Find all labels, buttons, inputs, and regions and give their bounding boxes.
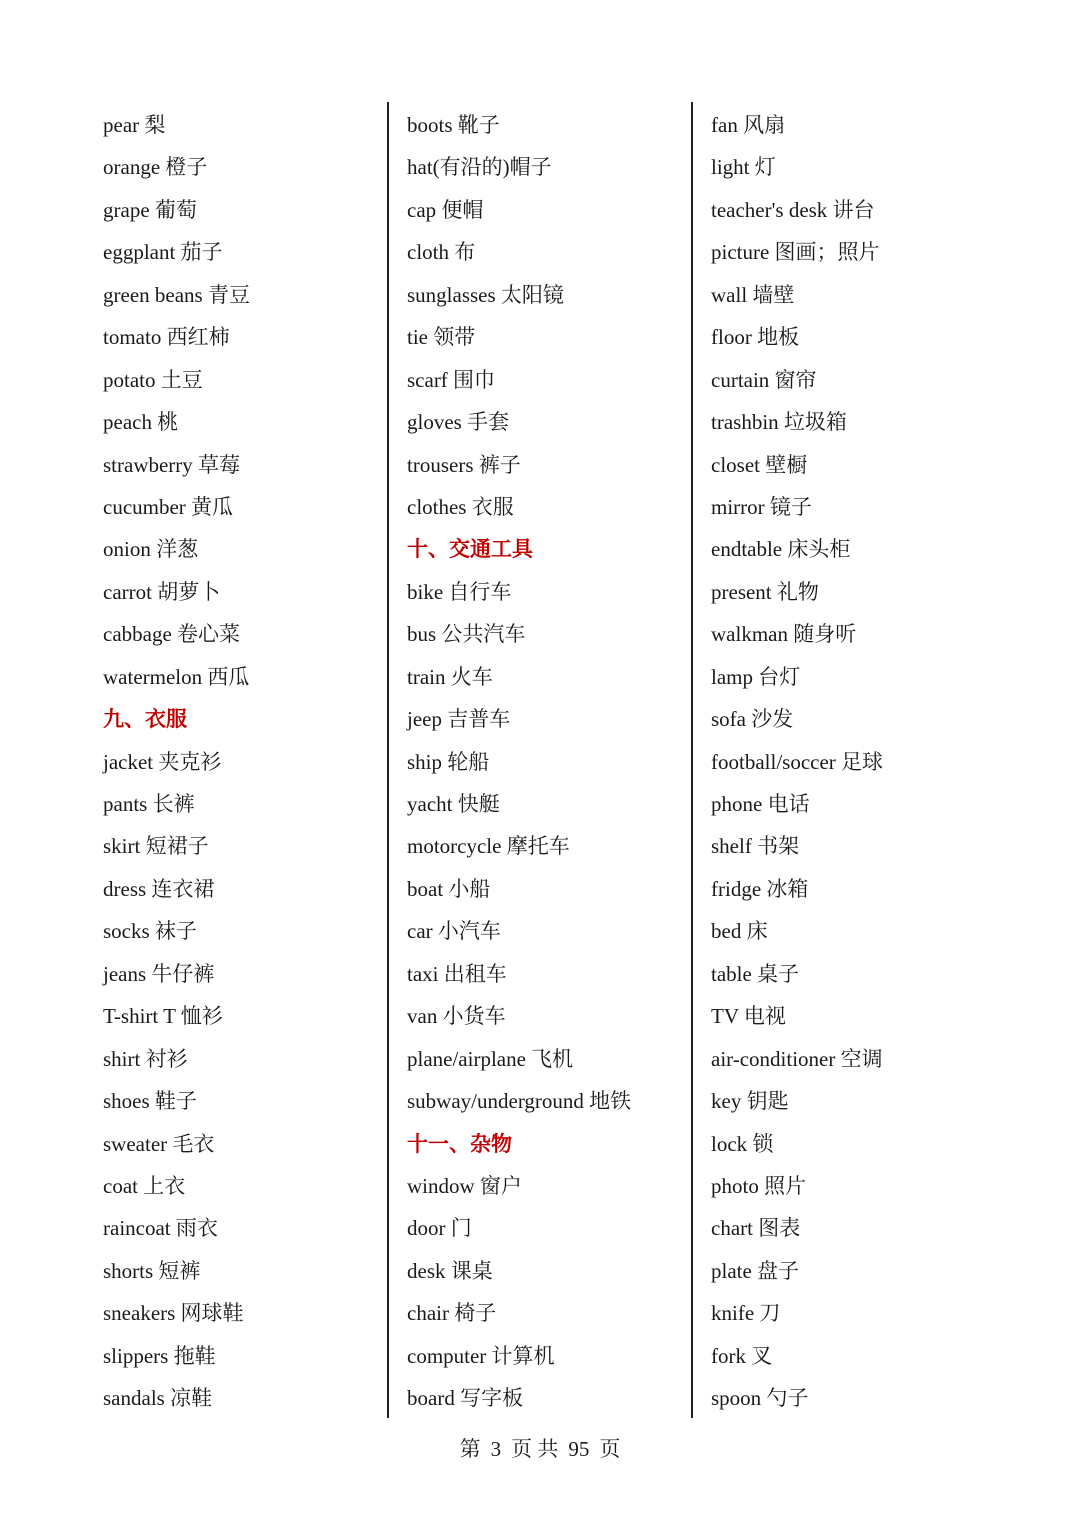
vocab-entry: clothes 衣服 (407, 494, 514, 519)
vocab-entry: table 桌子 (711, 961, 800, 986)
vocab-entry: cabbage 卷心菜 (103, 622, 241, 647)
column-divider (387, 102, 389, 1418)
vocab-entry: hat(有沿的)帽子 (407, 155, 552, 180)
vocab-entry: jeep 吉普车 (407, 707, 511, 732)
vocab-entry: shoes 鞋子 (103, 1089, 197, 1114)
vocab-entry: dress 连衣裙 (103, 876, 215, 901)
vocab-entry: boots 靴子 (407, 113, 500, 137)
vocab-entry: shirt 衬衫 (103, 1046, 188, 1071)
vocab-entry: boat 小船 (407, 876, 491, 901)
vocab-entry: potato 土豆 (103, 367, 203, 392)
vocab-entry: coat 上衣 (103, 1173, 186, 1198)
vocab-entry: pear 梨 (103, 113, 166, 137)
footer-middle: 页 共 (511, 1437, 559, 1461)
vocab-column-3 (711, 104, 1011, 1420)
footer-suffix: 页 (599, 1437, 621, 1461)
vocab-column-1 (103, 104, 383, 1420)
vocab-entry: skirt 短裙子 (103, 834, 209, 859)
vocab-entry: sofa 沙发 (711, 707, 794, 732)
vocab-entry: walkman 随身听 (711, 622, 857, 647)
vocab-entry: train 火车 (407, 664, 493, 689)
vocab-entry: bus 公共汽车 (407, 622, 526, 647)
vocab-entry: strawberry 草莓 (103, 452, 241, 477)
vocab-entry: desk 课桌 (407, 1258, 493, 1283)
vocab-entry: present 礼物 (711, 579, 819, 604)
vocab-entry: onion 洋葱 (103, 537, 199, 562)
vocab-entry: green beans 青豆 (103, 282, 250, 307)
vocab-entry: spoon 勺子 (711, 1386, 809, 1411)
vocab-entry: floor 地板 (711, 325, 800, 350)
vocab-column-2 (407, 104, 687, 1420)
vocab-entry: shorts 短裤 (103, 1258, 201, 1283)
vocab-entry: knife 刀 (711, 1301, 781, 1326)
section-heading: 九、衣服 (103, 707, 187, 732)
vocab-entry: pants 长裤 (103, 792, 195, 816)
vocab-entry: jacket 夹克衫 (103, 749, 222, 774)
vocab-entry: chart 图表 (711, 1216, 801, 1241)
vocab-entry: fan 风扇 (711, 113, 786, 137)
section-heading: 十、交通工具 (407, 537, 533, 562)
vocab-entry: gloves 手套 (407, 410, 510, 435)
vocab-entry: bike 自行车 (407, 579, 512, 604)
vocab-entry: orange 橙子 (103, 155, 208, 180)
vocab-entry: closet 壁橱 (711, 452, 808, 477)
vocab-entry: trashbin 垃圾箱 (711, 410, 847, 435)
vocab-entry: lock 锁 (711, 1131, 774, 1156)
vocab-entry: sweater 毛衣 (103, 1131, 215, 1156)
vocab-entry: sneakers 网球鞋 (103, 1301, 244, 1326)
vocab-entry: van 小货车 (407, 1004, 506, 1029)
vocab-entry: chair 椅子 (407, 1301, 497, 1326)
vocab-entry: jeans 牛仔裤 (103, 961, 215, 986)
vocab-entry: watermelon 西瓜 (103, 664, 250, 689)
footer-total-pages: 95 (568, 1437, 590, 1461)
vocab-entry: door 门 (407, 1216, 472, 1241)
vocab-entry: subway/underground 地铁 (407, 1089, 632, 1114)
vocab-entry: eggplant 茄子 (103, 240, 223, 265)
vocab-entry: plane/airplane 飞机 (407, 1046, 574, 1071)
vocab-entry: lamp 台灯 (711, 664, 801, 689)
vocab-entry: peach 桃 (103, 410, 179, 435)
vocab-entry: grape 葡萄 (103, 197, 197, 222)
vocab-entry: slippers 拖鞋 (103, 1343, 216, 1368)
vocab-entry: key 钥匙 (711, 1089, 789, 1114)
vocab-entry: computer 计算机 (407, 1343, 555, 1368)
vocab-entry: plate 盘子 (711, 1258, 800, 1283)
vocab-entry: tie 领带 (407, 325, 476, 350)
vocab-entry: T-shirt T 恤衫 (103, 1004, 223, 1029)
vocab-entry: ship 轮船 (407, 749, 490, 774)
vocab-entry: picture 图画；照片 (711, 240, 880, 265)
vocab-entry: phone 电话 (711, 792, 810, 816)
vocab-entry: fork 叉 (711, 1343, 773, 1368)
footer-prefix: 第 (459, 1437, 481, 1461)
vocab-entry: bed 床 (711, 919, 768, 944)
vocab-entry: cloth 布 (407, 240, 476, 265)
vocab-entry: sandals 凉鞋 (103, 1386, 213, 1411)
vocab-entry: board 写字板 (407, 1386, 524, 1411)
vocab-entry: tomato 西红柿 (103, 325, 230, 350)
vocab-entry: endtable 床头柜 (711, 537, 851, 562)
footer-current-page: 3 (490, 1437, 502, 1461)
page-footer (0, 1433, 1080, 1463)
vocab-entry: cucumber 黄瓜 (103, 494, 234, 519)
vocab-entry: light 灯 (711, 155, 776, 180)
vocab-entry: motorcycle 摩托车 (407, 834, 570, 859)
vocab-entry: cap 便帽 (407, 197, 484, 222)
vocab-entry: yacht 快艇 (407, 792, 500, 816)
vocab-entry: raincoat 雨衣 (103, 1216, 218, 1241)
vocab-entry: socks 袜子 (103, 919, 197, 944)
vocab-entry: air-conditioner 空调 (711, 1046, 883, 1071)
column-divider (691, 102, 693, 1418)
vocab-entry: car 小汽车 (407, 919, 501, 944)
vocab-entry: trousers 裤子 (407, 452, 521, 477)
vocab-entry: photo 照片 (711, 1173, 807, 1198)
vocab-entry: scarf 围巾 (407, 367, 496, 392)
vocab-entry: wall 墙壁 (711, 282, 795, 307)
vocab-entry: fridge 冰箱 (711, 876, 809, 901)
vocab-entry: curtain 窗帘 (711, 367, 817, 392)
vocab-entry: sunglasses 太阳镜 (407, 282, 564, 307)
vocab-entry: teacher's desk 讲台 (711, 197, 875, 222)
section-heading: 十一、杂物 (407, 1131, 512, 1156)
vocab-entry: window 窗户 (407, 1173, 522, 1198)
vocab-entry: taxi 出租车 (407, 961, 507, 986)
vocab-entry: TV 电视 (711, 1004, 786, 1029)
vocab-entry: carrot 胡萝卜 (103, 579, 221, 604)
vocab-entry: shelf 书架 (711, 834, 800, 859)
vocab-entry: mirror 镜子 (711, 494, 812, 519)
vocab-entry: football/soccer 足球 (711, 749, 884, 774)
